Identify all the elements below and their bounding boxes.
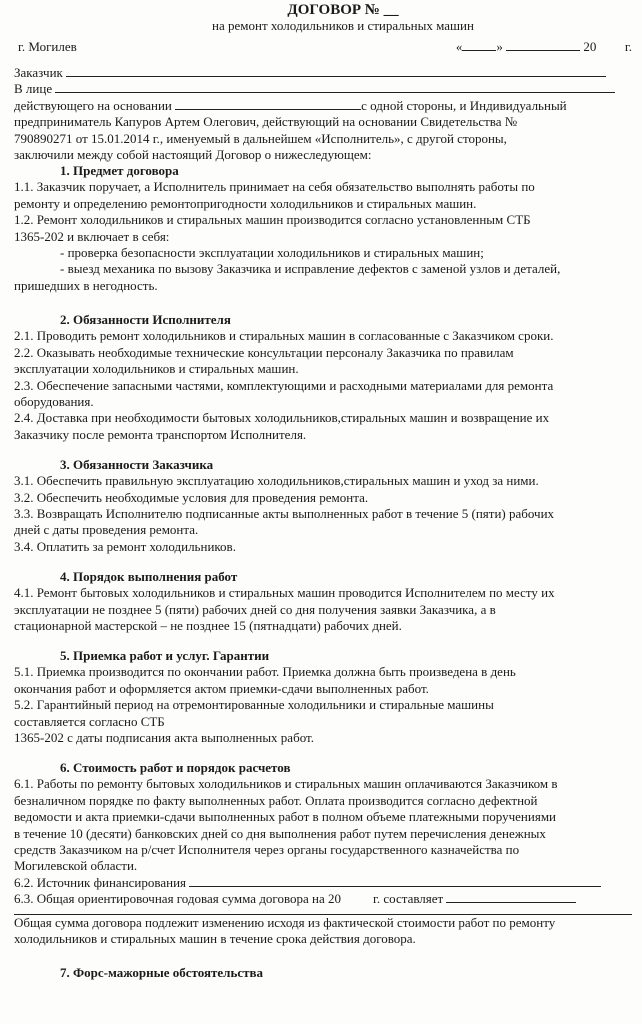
basis-suffix: с одной стороны, и Индивидуальный — [361, 97, 567, 113]
city: г. Могилев — [18, 39, 77, 54]
sum-note-a: Общая сумма договора подлежит изменению исходя из фактической стоимости работ по ремонту — [14, 914, 556, 930]
section-1-heading: 1. Предмет договора — [60, 163, 179, 179]
clause-6-1e: средств Заказчиком на р/счет Исполнителя через органы государственного казначейства по — [14, 842, 520, 858]
clause-4-1a: 4.1. Ремонт бытовых холодильников и стиральных машин проводится Исполнителем по месту их — [14, 585, 555, 601]
city-date-line — [18, 39, 632, 55]
basis-blank[interactable] — [175, 98, 361, 110]
customer-line — [14, 65, 632, 81]
clause-1-bullet-2b: пришедших в негодность. — [14, 277, 158, 293]
clause-1-bullet-1: - проверка безопасности эксплуатации холодильников и стиральных машин; — [60, 245, 484, 261]
basis-prefix: действующего на основании — [14, 97, 172, 113]
clause-5-2c: 1365-202 с даты подписания акта выполненных работ. — [14, 730, 314, 745]
clause-1-1a: 1.1. Заказчик поручает, а Исполнитель принимает на себя обязательство выполнять работы по — [14, 179, 535, 195]
date-quote-open: « — [455, 39, 463, 54]
financing-label: 6.2. Источник финансирования — [14, 874, 187, 890]
section-7-heading: 7. Форс-мажорные обстоятельства — [60, 965, 264, 981]
clause-2-1: 2.1. Проводить ремонт холодильников и стиральных машин в согласованные с Заказчиком сроки. — [14, 328, 554, 344]
clause-2-4a: 2.4. Доставка при необходимости бытовых холодильников,стиральных машин и возвращение их — [14, 410, 550, 426]
annual-sum-blank[interactable] — [446, 891, 576, 903]
customer-label: Заказчик — [14, 65, 63, 80]
clause-2-3b: оборудования. — [14, 393, 94, 409]
clause-5-1b: окончания работ и оформляется актом приемки-сдачи выполненных работ. — [14, 680, 429, 696]
clause-3-4: 3.4. Оплатить за ремонт холодильников. — [14, 538, 236, 554]
annual-sum-suffix: г. составляет — [373, 891, 444, 907]
clause-6-1b: безналичном порядке по факту выполненных работ. Оплата производится согласно дефектной — [14, 792, 538, 808]
clause-5-1a: 5.1. Приемка производится по окончании работ. Приемка должна быть произведена в день — [14, 664, 516, 680]
financing-blank[interactable] — [189, 875, 601, 887]
month-blank[interactable] — [506, 39, 580, 51]
date-quote-close: » — [496, 39, 503, 54]
day-blank[interactable] — [462, 39, 496, 51]
person-line — [14, 81, 632, 97]
clause-6-2 — [14, 875, 632, 891]
customer-blank[interactable] — [66, 65, 606, 77]
section-4-heading: 4. Порядок выполнения работ — [60, 569, 238, 585]
year-suffix: г. — [624, 39, 632, 54]
person-blank[interactable] — [55, 81, 615, 93]
clause-1-2b: 1365-202 и включает в себя: — [14, 228, 170, 244]
section-6-heading: 6. Стоимость работ и порядок расчетов — [60, 760, 291, 776]
preamble-line-6: заключили между собой настоящий Договор о нижеследующем: — [14, 147, 372, 163]
clause-3-3b: дней с даты проведения ремонта. — [14, 522, 199, 538]
clause-6-1a: 6.1. Работы по ремонту бытовых холодильников и стиральных машин оплачиваются Заказчиком в — [14, 776, 558, 792]
clause-1-bullet-2: - выезд механика по вызову Заказчика и исправление дефектов с заменой узлов и деталей, — [60, 261, 561, 277]
section-5-heading: 5. Приемка работ и услуг. Гарантии — [60, 648, 270, 664]
preamble-line-5: 790890271 от 15.01.2014 г., именуемый в дальнейшем «Исполнитель», с другой стороны, — [14, 130, 507, 146]
clause-6-1d: в течение 10 (десяти) банковских дней со дня выполнения работ путем перечисления денежных — [14, 825, 546, 841]
preamble-line-4: предприниматель Капуров Артем Олегович, действующий на основании Свидетельства № — [14, 114, 518, 130]
clause-2-3a: 2.3. Обеспечение запасными частями, комплектующими и расходными материалами для ремонта — [14, 377, 554, 393]
year: 20 — [583, 39, 597, 54]
document-title: ДОГОВОР № __ — [287, 2, 399, 18]
clause-2-2b: эксплуатации холодильников и стиральных машин. — [14, 361, 299, 377]
clause-6-3 — [14, 891, 632, 907]
clause-6-1c: ведомости и акта приемки-сдачи выполненных работ в полном объеме платежными поручениями — [14, 809, 557, 825]
clause-2-4b: Заказчику после ремонта транспортом Исполнителя. — [14, 426, 307, 442]
clause-3-1: 3.1. Обеспечить правильную эксплуатацию холодильников,стиральных машин и уход за ними. — [14, 473, 539, 489]
clause-1-2a: 1.2. Ремонт холодильников и стиральных машин производится согласно установленным СТБ — [14, 212, 531, 228]
document-subtitle: на ремонт холодильников и стиральных машин — [212, 18, 474, 33]
basis-line — [14, 98, 632, 114]
sum-note-b: холодильников и стиральных машин в течение срока действия договора. — [14, 931, 416, 947]
clause-3-2: 3.2. Обеспечить необходимые условия для проведения ремонта. — [14, 489, 369, 505]
clause-2-2a: 2.2. Оказывать необходимые технические консультации персоналу Заказчика по правилам — [14, 344, 514, 360]
clause-3-3a: 3.3. Возвращать Исполнителю подписанные акты выполненных работ в течение 5 (пяти) рабочих — [14, 505, 555, 521]
clause-5-2a: 5.2. Гарантийный период на отремонтированные холодильники и стиральные машины — [14, 697, 494, 713]
section-3-heading: 3. Обязанности Заказчика — [60, 457, 214, 473]
clause-1-1b: ремонту и определению ремонтопригодности холодильников и стиральных машин. — [14, 195, 477, 211]
person-label: В лице — [14, 81, 53, 97]
clause-4-1b: эксплуатации не позднее 5 (пяти) рабочих дней со дня получения заявки Заказчика, а в — [14, 601, 496, 617]
clause-5-2b: составляется согласно СТБ — [14, 713, 165, 729]
date-line — [456, 39, 632, 55]
section-2-heading: 2. Обязанности Исполнителя — [60, 312, 231, 328]
clause-6-1f: Могилевской области. — [14, 858, 138, 874]
clause-4-1c: стационарной мастерской – не позднее 15 (пятнадцати) рабочих дней. — [14, 617, 402, 633]
annual-sum-label: 6.3. Общая ориентировочная годовая сумма договора на 20 — [14, 891, 341, 907]
